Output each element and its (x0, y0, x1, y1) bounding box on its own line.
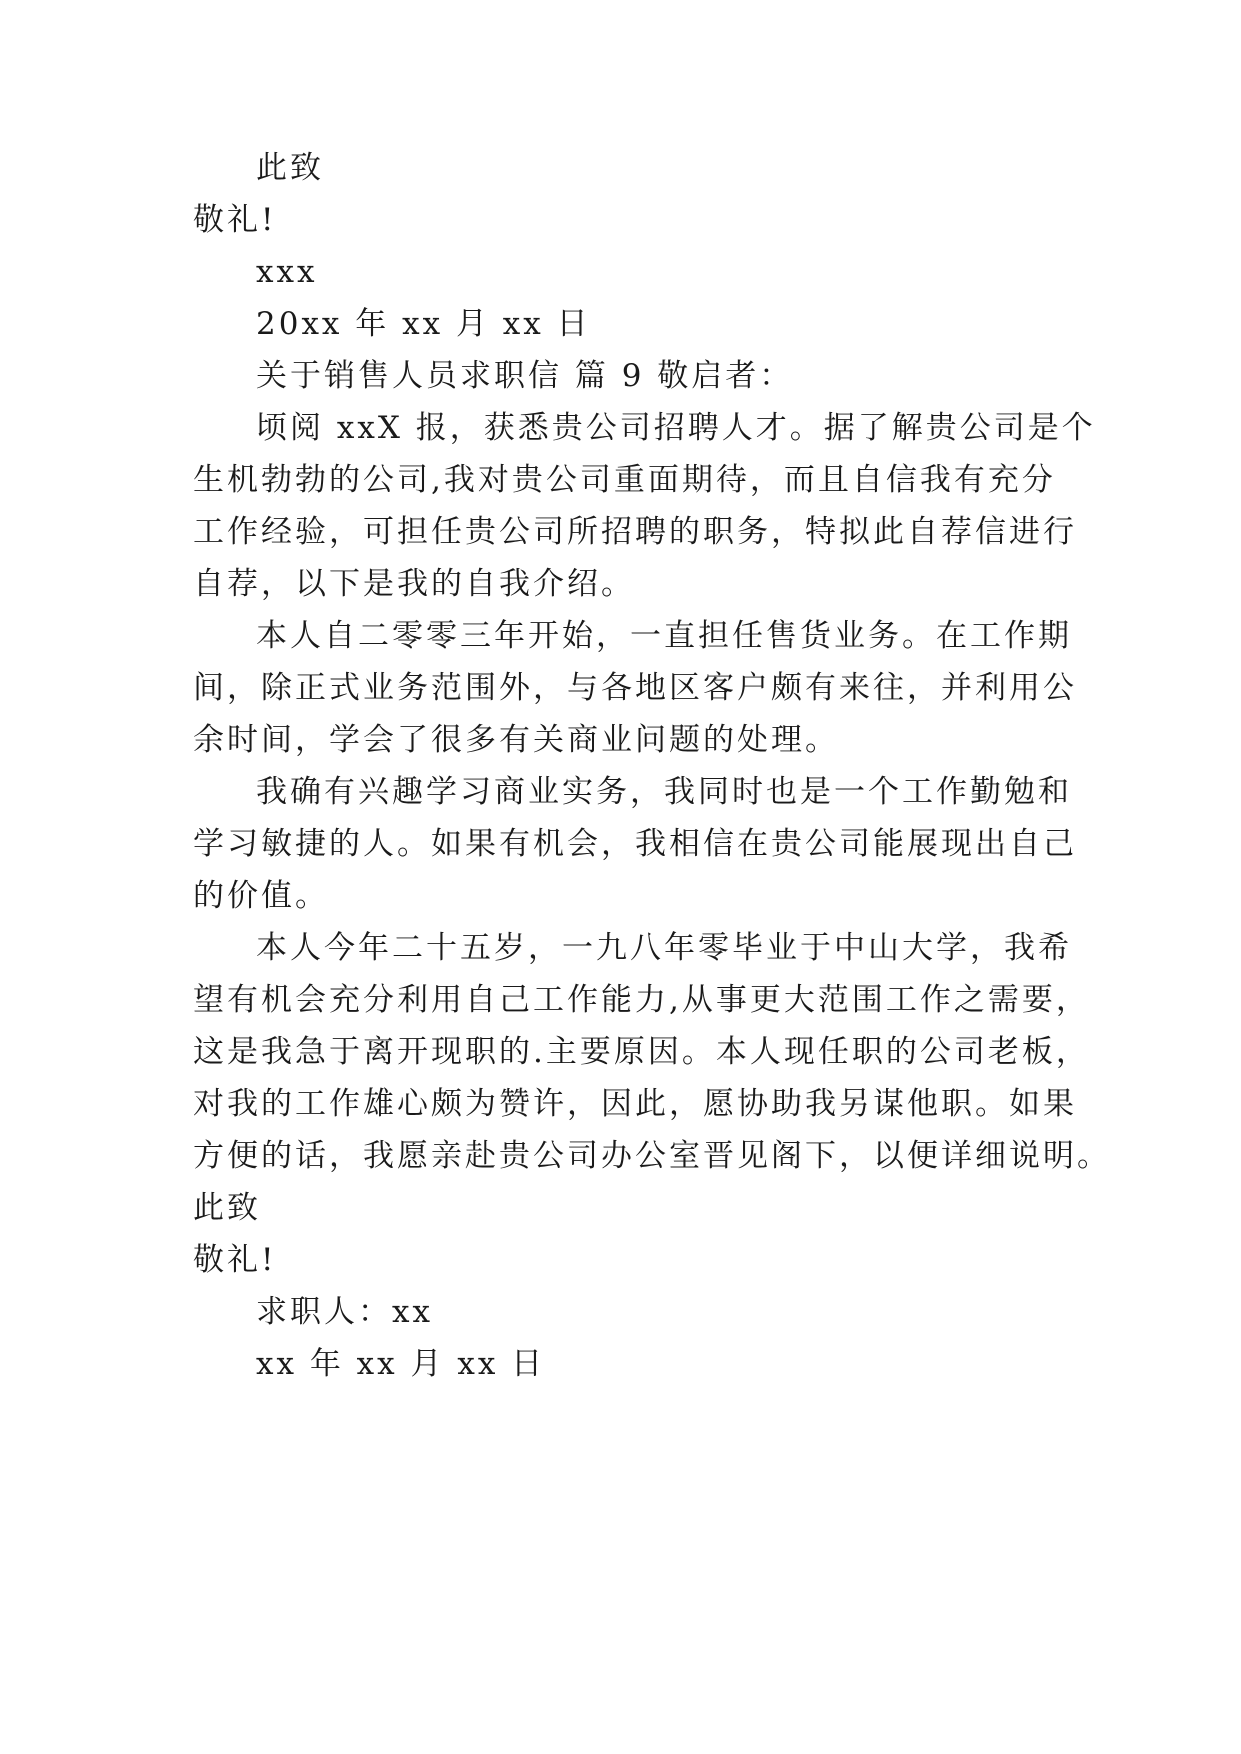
paragraph-line: 本人今年二十五岁，一九八年零毕业于中山大学，我希 (256, 930, 1072, 966)
paragraph-line: 顷阅 xxX 报，获悉贵公司招聘人才。据了解贵公司是个 (256, 410, 1096, 446)
paragraph-line: 本人自二零零三年开始，一直担任售货业务。在工作期 (256, 618, 1072, 654)
paragraph-line: 自荐，以下是我的自我介绍。 (193, 566, 635, 602)
letter-heading: 关于销售人员求职信 篇 9 敬启者： (256, 358, 794, 394)
paragraph-line: 间，除正式业务范围外，与各地区客户颇有来往，并利用公 (193, 670, 1077, 706)
date-1: 20xx 年 xx 月 xx 日 (256, 306, 591, 342)
signer-2: 求职人：xx (256, 1294, 433, 1330)
paragraph-line: 工作经验，可担任贵公司所招聘的职务，特拟此自荐信进行 (193, 514, 1077, 550)
paragraph-line: 生机勃勃的公司,我对贵公司重面期待，而且自信我有充分 (193, 462, 1056, 498)
closing-1: 此致 (256, 150, 324, 186)
paragraph-line: 望有机会充分利用自己工作能力,从事更大范围工作之需要， (193, 982, 1090, 1018)
paragraph-line: 学习敏捷的人。如果有机会，我相信在贵公司能展现出自己 (193, 826, 1077, 862)
closing-2: 此致 (193, 1190, 261, 1226)
date-2: xx 年 xx 月 xx 日 (256, 1346, 546, 1382)
paragraph-line: 方便的话，我愿亲赴贵公司办公室晋见阁下，以便详细说明。 (193, 1138, 1111, 1174)
paragraph-line: 余时间，学会了很多有关商业问题的处理。 (193, 722, 839, 758)
salute-1: 敬礼! (193, 202, 277, 238)
paragraph-line: 我确有兴趣学习商业实务，我同时也是一个工作勤勉和 (256, 774, 1072, 810)
salute-2: 敬礼! (193, 1242, 277, 1278)
signer-1: xxx (256, 254, 318, 290)
paragraph-line: 对我的工作雄心颇为赞许，因此，愿协助我另谋他职。如果 (193, 1086, 1077, 1122)
paragraph-line: 的价值。 (193, 878, 329, 914)
paragraph-line: 这是我急于离开现职的.主要原因。本人现任职的公司老板， (193, 1034, 1090, 1070)
